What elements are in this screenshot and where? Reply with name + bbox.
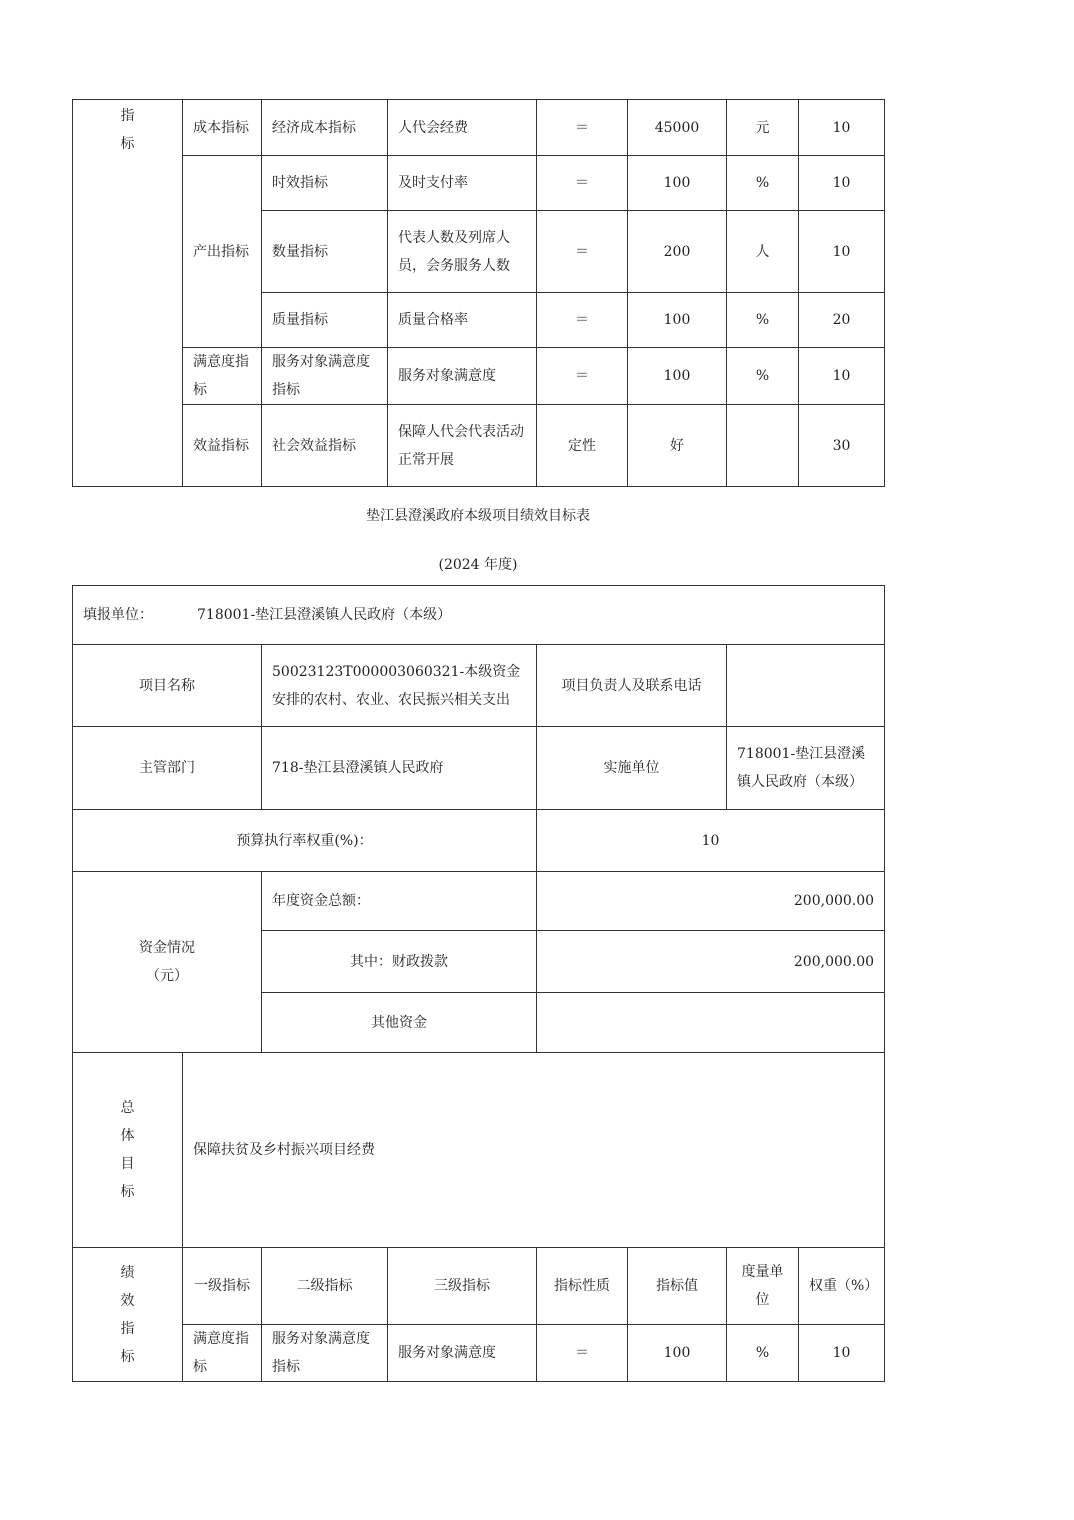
overall-goal-label: 总体目标: [73, 1053, 183, 1248]
annual-total-value: 200,000.00: [537, 872, 885, 931]
form-title: 垫江县澄溪政府本级项目绩效目标表: [366, 508, 590, 524]
level1-indicator: 产出指标: [183, 156, 262, 348]
form-year: (2024 年度): [438, 557, 518, 573]
header-weight: 权重（%）: [799, 1248, 885, 1325]
header-unit: 度量单位: [727, 1248, 799, 1325]
budget-weight-value: 10: [537, 810, 885, 872]
level2-indicator: 数量指标: [262, 211, 388, 293]
level1-indicator: 满意度指标: [183, 1325, 262, 1382]
other-fund-label: 其他资金: [262, 993, 537, 1053]
indicator-value: 200: [628, 211, 727, 293]
fund-label-main: 资金情况: [139, 940, 195, 956]
indicator-unit: %: [727, 348, 799, 405]
indicator-weight: 10: [799, 156, 885, 211]
dept-label: 主管部门: [73, 727, 262, 810]
budget-weight-label: 预算执行率权重(%)：: [73, 810, 537, 872]
header-value: 指标值: [628, 1248, 727, 1325]
indicator-table-continued: [72, 99, 885, 487]
indicator-nature: ＝: [537, 293, 628, 348]
indicator-value: 100: [628, 156, 727, 211]
level3-indicator: 服务对象满意度: [388, 1325, 537, 1382]
dept-value: 718-垫江县澄溪镇人民政府: [262, 727, 537, 810]
fiscal-label: 其中：财政拨款: [262, 931, 537, 993]
indicator-unit: %: [727, 156, 799, 211]
indicator-weight: 20: [799, 293, 885, 348]
indicator-unit: 人: [727, 211, 799, 293]
performance-target-table: [72, 585, 885, 1382]
level3-indicator: 质量合格率: [388, 293, 537, 348]
indicator-value: 100: [628, 1325, 727, 1382]
header-level1: 一级指标: [183, 1248, 262, 1325]
indicator-weight: 10: [799, 100, 885, 156]
indicator-nature: 定性: [537, 405, 628, 487]
level2-indicator: 质量指标: [262, 293, 388, 348]
other-fund-value: [537, 993, 885, 1053]
indicator-unit: [727, 405, 799, 487]
level2-indicator: 服务对象满意度指标: [262, 1325, 388, 1382]
indicator-value: 100: [628, 293, 727, 348]
contact-value: [727, 645, 885, 727]
indicator-unit: %: [727, 293, 799, 348]
header-nature: 指标性质: [537, 1248, 628, 1325]
header-level2: 二级指标: [262, 1248, 388, 1325]
level2-indicator: 服务对象满意度指标: [262, 348, 388, 405]
perf-indicator-label: 绩效指标: [73, 1248, 183, 1382]
project-name-value: 50023123T000003060321-本级资金安排的农村、农业、农民振兴相关支出: [262, 645, 537, 727]
impl-unit-value: 718001-垫江县澄溪镇人民政府（本级）: [727, 727, 885, 810]
indicator-nature: ＝: [537, 1325, 628, 1382]
indicator-weight: 10: [799, 1325, 885, 1382]
level2-indicator: 社会效益指标: [262, 405, 388, 487]
indicator-nature: ＝: [537, 348, 628, 405]
indicator-unit: 元: [727, 100, 799, 156]
indicator-group-label: 指标: [73, 100, 183, 487]
level3-indicator: 保障人代会代表活动正常开展: [388, 405, 537, 487]
header-level3: 三级指标: [388, 1248, 537, 1325]
level1-indicator: 满意度指标: [183, 348, 262, 405]
impl-unit-label: 实施单位: [537, 727, 727, 810]
indicator-value: 100: [628, 348, 727, 405]
indicator-nature: ＝: [537, 100, 628, 156]
indicator-value: 45000: [628, 100, 727, 156]
fund-label-unit: （元）: [146, 968, 188, 984]
fund-label: [73, 872, 262, 1053]
level3-indicator: 及时支付率: [388, 156, 537, 211]
level2-indicator: 经济成本指标: [262, 100, 388, 156]
level2-indicator: 时效指标: [262, 156, 388, 211]
indicator-nature: ＝: [537, 211, 628, 293]
contact-label: 项目负责人及联系电话: [537, 645, 727, 727]
indicator-weight: 10: [799, 211, 885, 293]
fill-unit-label: 填报单位：: [83, 607, 153, 623]
indicator-weight: 10: [799, 348, 885, 405]
indicator-value: 好: [628, 405, 727, 487]
level3-indicator: 人代会经费: [388, 100, 537, 156]
fill-unit-value: 718001-垫江县澄溪镇人民政府（本级）: [197, 607, 452, 623]
level3-indicator: 服务对象满意度: [388, 348, 537, 405]
annual-total-label: 年度资金总额：: [262, 872, 537, 931]
indicator-nature: ＝: [537, 156, 628, 211]
project-name-label: 项目名称: [73, 645, 262, 727]
fill-unit-row: [73, 586, 885, 645]
fiscal-value: 200,000.00: [537, 931, 885, 993]
indicator-weight: 30: [799, 405, 885, 487]
level1-indicator: 成本指标: [183, 100, 262, 156]
indicator-unit: %: [727, 1325, 799, 1382]
level1-indicator: 效益指标: [183, 405, 262, 487]
level3-indicator: 代表人数及列席人员，会务服务人数: [388, 211, 537, 293]
overall-goal-value: 保障扶贫及乡村振兴项目经费: [183, 1053, 885, 1248]
